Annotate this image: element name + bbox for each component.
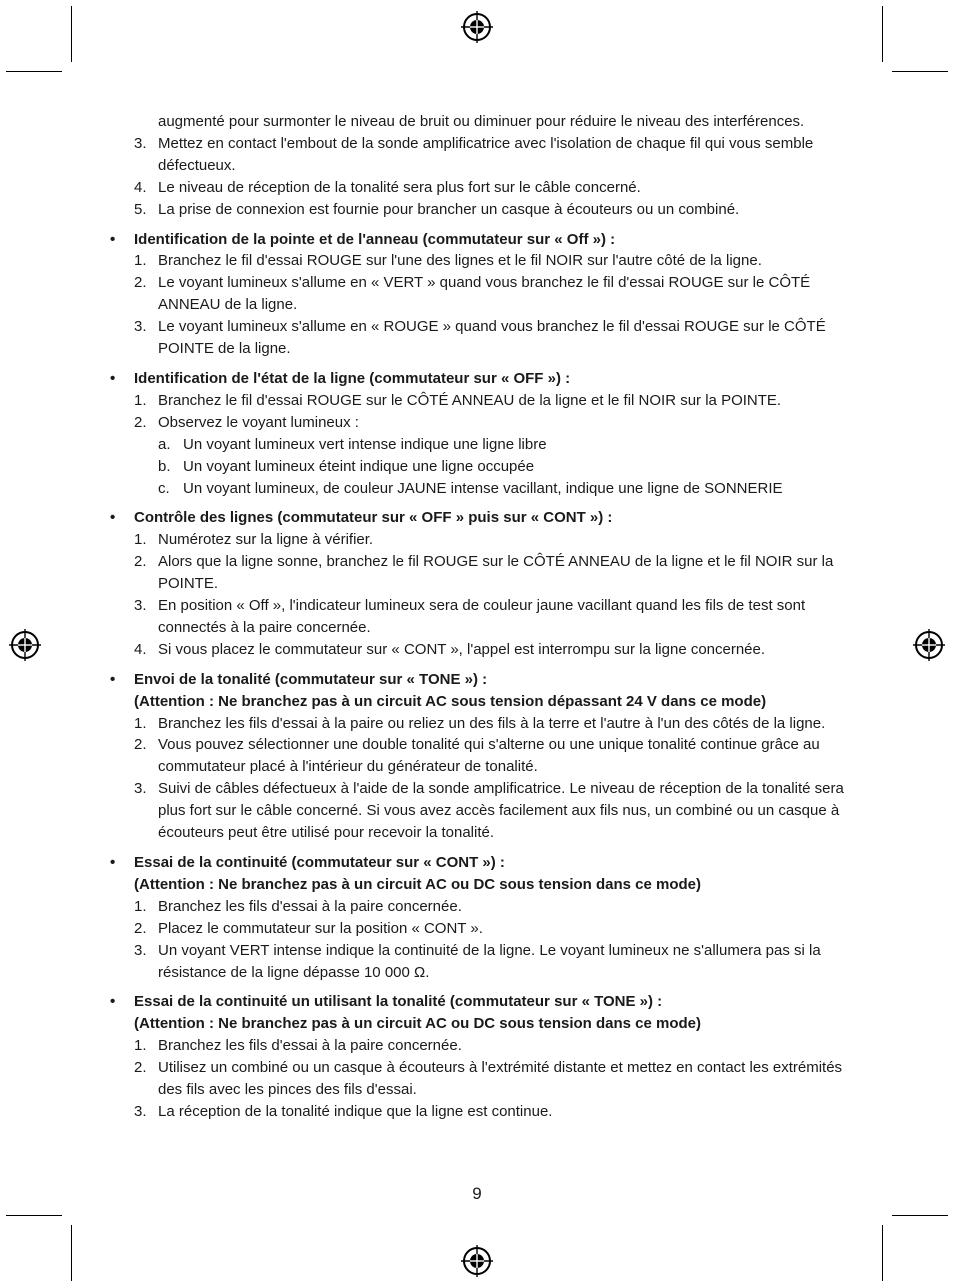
list-item-text: Branchez les fils d'essai à la paire concernée. [158, 897, 462, 915]
section-heading [110, 852, 850, 896]
list-item-text: Branchez le fil d'essai ROUGE sur le CÔTÉ ANNEAU de la ligne et le fil NOIR sur la POINTE. [158, 391, 782, 409]
list-marker: 3. [134, 134, 147, 152]
section-line-check [110, 507, 850, 660]
list-item-continuation [110, 111, 850, 133]
list-item [110, 551, 850, 595]
list-item [110, 390, 850, 412]
page-number: 9 [472, 1184, 482, 1203]
list-item [110, 639, 850, 661]
list-item [110, 918, 850, 940]
section-heading [110, 507, 850, 529]
list-item-text: Branchez les fils d'essai à la paire concernée. [158, 1037, 462, 1055]
section-heading [110, 368, 850, 390]
list-item-text: Un voyant lumineux, de couleur JAUNE intense vacillant, indique une ligne de SONNERIE [183, 479, 783, 497]
list-marker: 1. [134, 897, 147, 915]
sub-list-item [110, 456, 850, 478]
list-item-text: Mettez en contact l'embout de la sonde amplificatrice avec l'isolation de chaque fil qui vous semble défectueux. [158, 134, 814, 174]
list-item-text: augmenté pour surmonter le niveau de bruit ou diminuer pour réduire le niveau des interférences. [158, 113, 805, 130]
section-heading-text: Identification de l'état de la ligne (commutateur sur « OFF ») : [134, 369, 571, 387]
list-marker: 2. [134, 736, 147, 754]
section-heading [110, 669, 850, 713]
list-marker: 4. [134, 178, 147, 196]
list-marker: 3. [134, 941, 147, 959]
list-item-text: Un voyant lumineux vert intense indique une ligne libre [183, 435, 547, 453]
list-marker: c. [158, 479, 170, 497]
registration-mark-icon [461, 1245, 493, 1277]
list-marker: a. [158, 435, 171, 453]
list-marker: 5. [134, 200, 147, 218]
list-item [110, 272, 850, 316]
bullet-icon: • [110, 670, 116, 688]
list-marker: 2. [134, 1059, 147, 1077]
bullet-icon: • [110, 230, 116, 248]
list-item-text: Numérotez sur la ligne à vérifier. [158, 531, 374, 549]
list-marker: 2. [134, 274, 147, 292]
list-marker: b. [158, 457, 171, 475]
crop-mark [892, 71, 948, 72]
list-item [110, 778, 850, 844]
list-item [110, 713, 850, 735]
list-marker: 3. [134, 597, 147, 615]
list-item [110, 529, 850, 551]
crop-mark [6, 71, 62, 72]
section-tip-ring-identification [110, 229, 850, 360]
crop-mark [6, 1215, 62, 1216]
list-item-text: Branchez les fils d'essai à la paire ou reliez un des fils à la terre et l'autre à l'un des côtés de la ligne. [158, 714, 826, 732]
list-item [110, 133, 850, 177]
section-heading-text: Identification de la pointe et de l'anneau (commutateur sur « Off ») : [134, 230, 616, 248]
list-item [110, 734, 850, 778]
bullet-icon: • [110, 509, 116, 527]
list-item [110, 1057, 850, 1101]
section-heading-text: Contrôle des lignes (commutateur sur « OFF » puis sur « CONT ») : [134, 509, 613, 527]
crop-mark [882, 6, 883, 62]
registration-mark-icon [913, 629, 945, 661]
registration-mark-icon [461, 11, 493, 43]
list-item [110, 250, 850, 272]
list-marker: 1. [134, 391, 147, 409]
list-marker: 3. [134, 1102, 147, 1120]
list-item [110, 595, 850, 639]
section-warning: (Attention : Ne branchez pas à un circuit AC ou DC sous tension dans ce mode) [134, 875, 702, 893]
sub-list-item [110, 478, 850, 500]
sub-list-item [110, 434, 850, 456]
bullet-icon: • [110, 369, 116, 387]
list-item [110, 1101, 850, 1123]
section-heading [110, 229, 850, 251]
list-marker: 2. [134, 413, 147, 431]
list-item [110, 199, 850, 221]
list-item-text: Suivi de câbles défectueux à l'aide de la sonde amplificatrice. Le niveau de réception de la tonalité sera plus fort sur le câble concerné. Si vous avez accès facilement aux fils nus, un combiné ou un casque à écouteurs peut être utilisé pour recevoir la tonalité. [158, 780, 844, 842]
crop-mark [71, 1225, 72, 1281]
registration-mark-icon [9, 629, 41, 661]
section-continuity-tone-test [110, 991, 850, 1122]
section-heading-text: Envoi de la tonalité (commutateur sur « TONE ») : [134, 670, 488, 688]
section-warning: (Attention : Ne branchez pas à un circuit AC sous tension dépassant 24 V dans ce mode) [134, 692, 767, 710]
list-item-text: Alors que la ligne sonne, branchez le fil ROUGE sur le CÔTÉ ANNEAU de la ligne et le fil NOIR sur la POINTE. [158, 553, 834, 593]
list-item-text: Le voyant lumineux s'allume en « VERT » quand vous branchez le fil d'essai ROUGE sur le CÔTÉ ANNEAU de la ligne. [158, 274, 811, 314]
section-tone-sending [110, 669, 850, 844]
list-marker: 1. [134, 1037, 147, 1055]
list-item-text: La prise de connexion est fournie pour brancher un casque à écouteurs ou un combiné. [158, 200, 740, 218]
section-heading-text: Essai de la continuité (commutateur sur « CONT ») : [134, 854, 505, 871]
list-marker: 3. [134, 780, 147, 798]
list-item-text: Le voyant lumineux s'allume en « ROUGE » quand vous branchez le fil d'essai ROUGE sur le CÔTÉ POINTE de la ligne. [158, 318, 826, 358]
list-marker: 2. [134, 553, 147, 571]
list-item [110, 316, 850, 360]
list-marker: 4. [134, 640, 147, 658]
section-warning: (Attention : Ne branchez pas à un circuit AC ou DC sous tension dans ce mode) [134, 1015, 702, 1033]
list-marker: 1. [134, 252, 147, 270]
list-marker: 1. [134, 714, 147, 732]
list-item-text: La réception de la tonalité indique que la ligne est continue. [158, 1102, 553, 1120]
list-item-text: Le niveau de réception de la tonalité sera plus fort sur le câble concerné. [158, 178, 641, 196]
list-item-text: Vous pouvez sélectionner une double tonalité qui s'alterne ou une unique tonalité continue grâce au commutateur placé à l'intérieur du générateur de tonalité. [158, 736, 820, 776]
section-continuity-test [110, 852, 850, 983]
list-item-text: Si vous placez le commutateur sur « CONT », l'appel est interrompu sur la ligne concernée. [158, 640, 766, 658]
crop-mark [71, 6, 72, 62]
list-marker: 2. [134, 919, 147, 937]
list-item [110, 177, 850, 199]
list-item [110, 412, 850, 434]
crop-mark [882, 1225, 883, 1281]
list-item-text: Un voyant lumineux éteint indique une ligne occupée [183, 457, 535, 475]
list-item [110, 896, 850, 918]
list-marker: 1. [134, 531, 147, 549]
list-item-text: Branchez le fil d'essai ROUGE sur l'une des lignes et le fil NOIR sur l'autre côté de la ligne. [158, 252, 762, 270]
section-heading [110, 991, 850, 1035]
list-item [110, 1035, 850, 1057]
list-item-text: Placez le commutateur sur la position « CONT ». [158, 919, 483, 937]
section-line-state-identification [110, 368, 850, 499]
page-content [110, 111, 850, 1123]
list-item-text: En position « Off », l'indicateur lumineux sera de couleur jaune vacillant quand les fils de test sont connectés à la paire concernée. [158, 597, 806, 636]
bullet-icon: • [110, 993, 116, 1011]
list-marker: 3. [134, 318, 147, 336]
bullet-icon: • [110, 854, 116, 871]
list-item-text: Un voyant VERT intense indique la continuité de la ligne. Le voyant lumineux ne s'allumera pas si la résistance de la ligne dépasse 10 000 Ω. [158, 941, 821, 981]
section-heading-text: Essai de la continuité un utilisant la tonalité (commutateur sur « TONE ») : [134, 993, 663, 1011]
list-item [110, 940, 850, 984]
list-item-text: Observez le voyant lumineux : [158, 413, 359, 431]
crop-mark [892, 1215, 948, 1216]
list-item-text: Utilisez un combiné ou un casque à écouteurs à l'extrémité distante et mettez en contact les extrémités des fils avec les pinces des fils d'essai. [158, 1059, 843, 1099]
